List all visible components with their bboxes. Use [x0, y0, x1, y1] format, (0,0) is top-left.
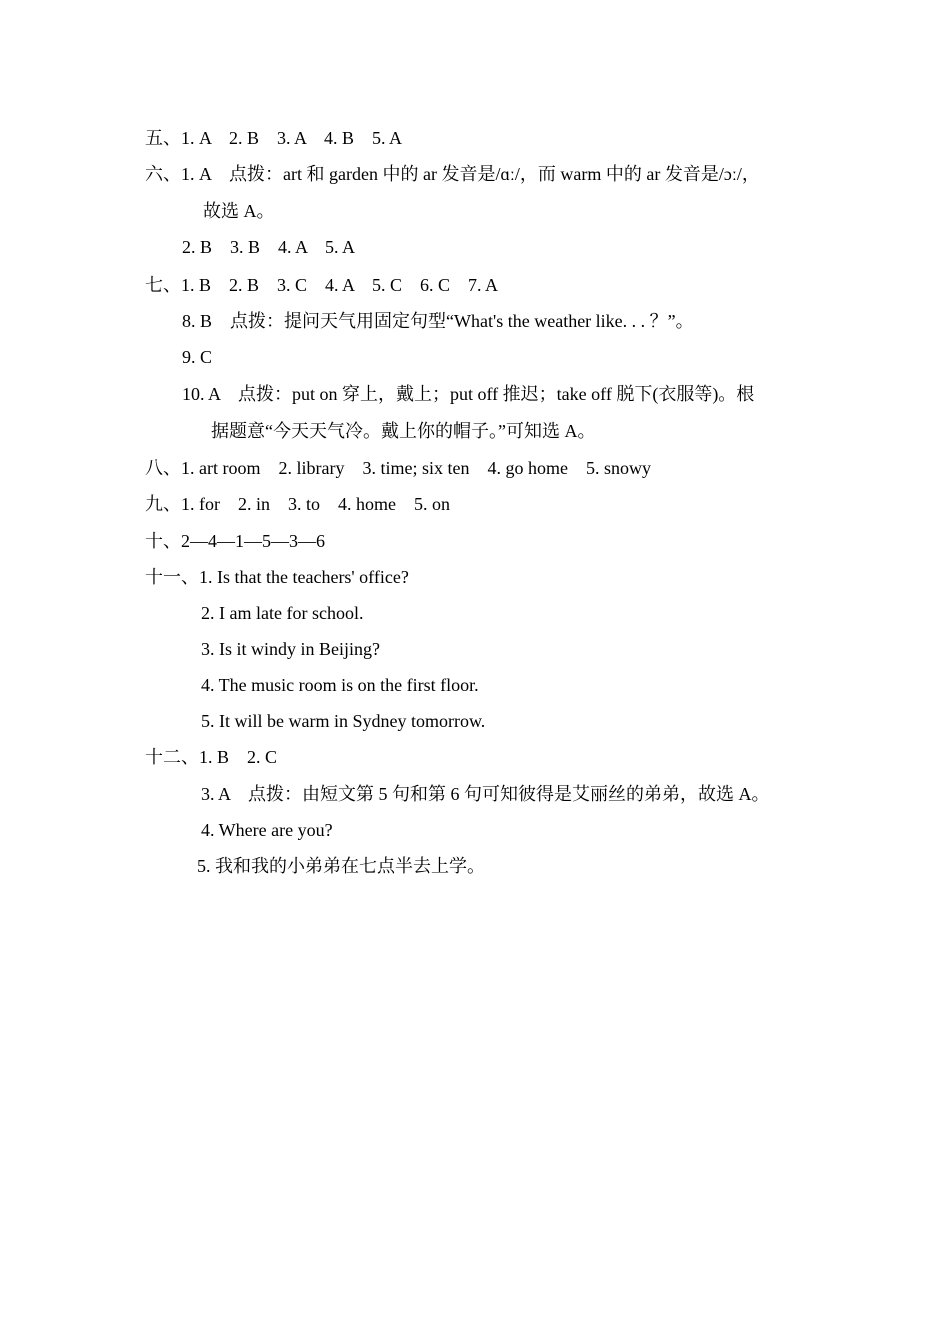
section-6-line: 六、1. A 点拨：art 和 garden 中的 ar 发音是/ɑː/，而 warm 中的 ar 发音是/ɔː/，: [145, 164, 760, 184]
section-10-line: 十、2—4—1—5—3—6: [145, 531, 325, 551]
section-12-line: 5. 我和我的小弟弟在七点半去上学。: [197, 856, 485, 876]
section-5-line: 五、1. A 2. B 3. A 4. B 5. A: [145, 128, 403, 148]
section-11-line: 4. The music room is on the first floor.: [201, 675, 479, 695]
section-12-line: 十二、1. B 2. C: [145, 747, 278, 767]
section-7-line: 据题意“今天天气冷。戴上你的帽子。”可知选 A。: [211, 421, 596, 441]
section-12-line: 3. A 点拨：由短文第 5 句和第 6 句可知彼得是艾丽丝的弟弟，故选 A。: [201, 784, 770, 804]
section-11-line: 5. It will be warm in Sydney tomorrow.: [201, 711, 486, 731]
section-11-line: 3. Is it windy in Beijing?: [201, 639, 380, 659]
section-8-line: 八、1. art room 2. library 3. time; six ten 4. go home 5. snowy: [145, 458, 651, 478]
section-7-line: 10. A 点拨：put on 穿上，戴上；put off 推迟；take off 脱下(衣服等)。根: [182, 384, 755, 404]
section-7-line: 8. B 点拨：提问天气用固定句型“What's the weather like. . . ？”。: [182, 311, 694, 331]
section-6-line: 2. B 3. B 4. A 5. A: [182, 237, 356, 257]
section-11-line: 十一、1. Is that the teachers' office?: [145, 567, 409, 587]
section-9-line: 九、1. for 2. in 3. to 4. home 5. on: [145, 494, 450, 514]
section-12-line: 4. Where are you?: [201, 820, 333, 840]
section-7-line: 七、1. B 2. B 3. C 4. A 5. C 6. C 7. A: [145, 275, 499, 295]
section-6-line: 故选 A。: [203, 201, 275, 221]
section-11-line: 2. I am late for school.: [201, 603, 364, 623]
section-7-line: 9. C: [182, 347, 213, 367]
